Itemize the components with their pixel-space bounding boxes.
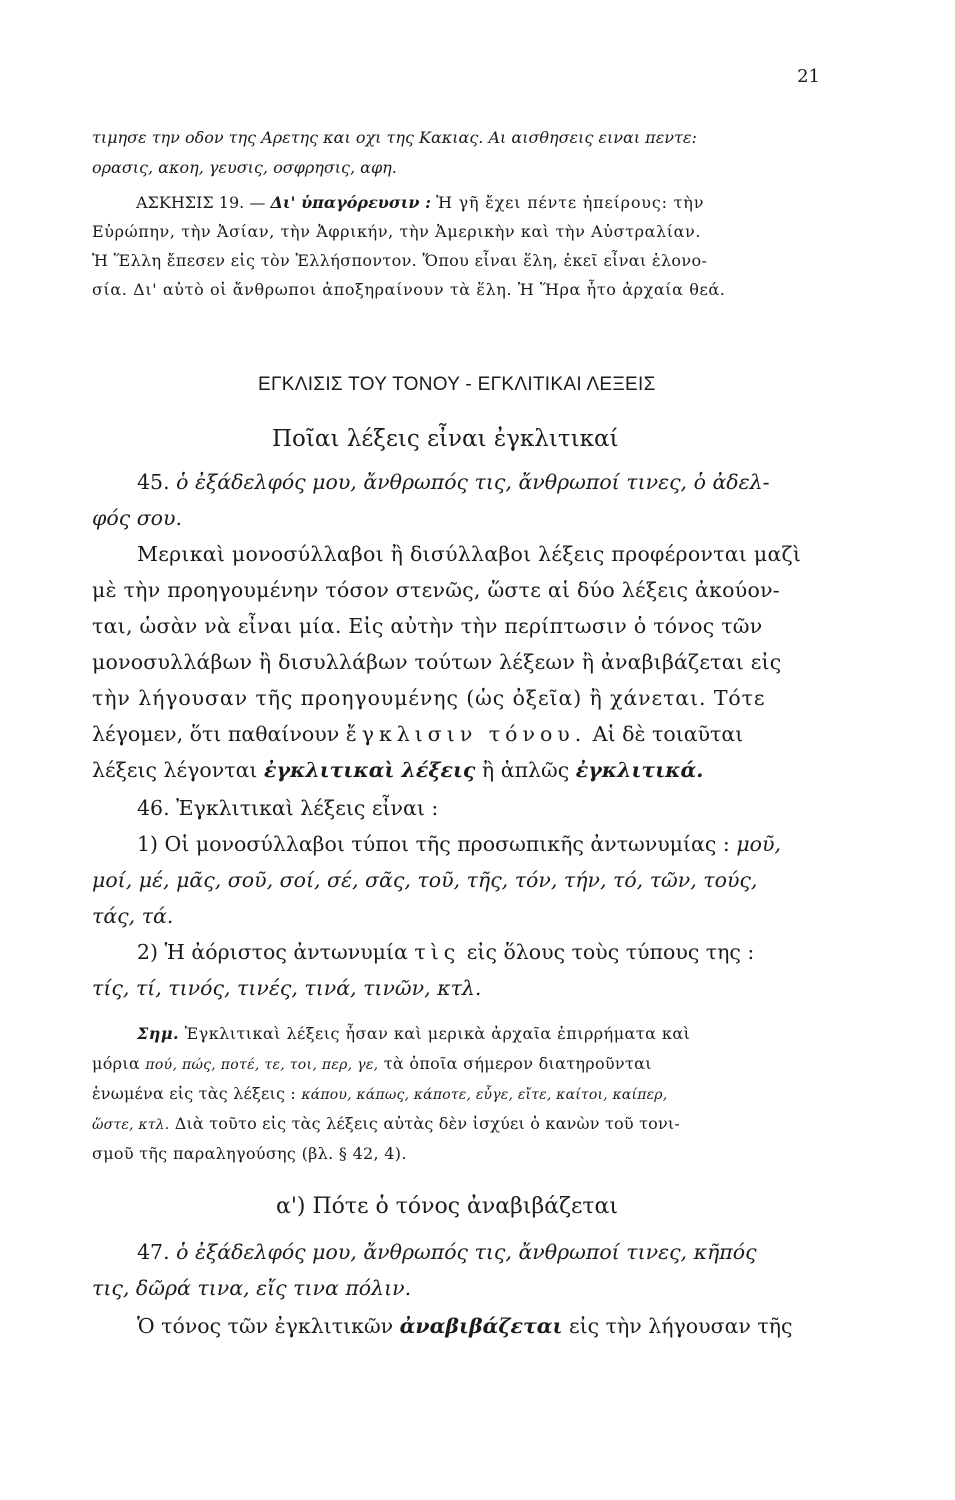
exercise-19-dictation: Δι' ὑπαγόρευσιν : — [270, 193, 432, 212]
exercise-19-text: Ἡ γῆ ἔχει πέντε ἠπείρους: τὴν — [436, 193, 705, 212]
note-line-2-start: μόρια — [92, 1054, 141, 1073]
paragraph-46-heading: 46. Ἐγκλιτικαὶ λέξεις εἶναι : — [137, 796, 439, 820]
para-spaced-term: ἔγκλισιν τόνου. — [345, 722, 587, 746]
note-line-1 — [137, 1024, 690, 1043]
paragraph-47-line-1 — [137, 1240, 757, 1264]
paragraph-47-line-3 — [137, 1314, 793, 1338]
note-line-3 — [92, 1084, 667, 1103]
paragraph-47-term: ἀναβιβάζεται — [399, 1314, 563, 1338]
note-label: Σημ. — [137, 1024, 180, 1043]
paragraph-46-item-1-line-2: μοί, μέ, μᾶς, σοῦ, σοί, σέ, σᾶς, τοῦ, τῆς, τόν, τήν, τό, τῶν, τούς, — [92, 868, 758, 892]
paragraph-47-text-end: εἰς τὴν λήγουσαν τῆς — [568, 1314, 793, 1338]
subtitle-enclitics: Ποῖαι λέξεις εἶναι ἐγκλιτικαί — [272, 426, 619, 452]
top-line-2: ορασις, ακοη, γευσις, οσφρησις, αφη. — [92, 158, 397, 177]
item-2-text-end: εἰς ὅλους τοὺς τύπους της : — [466, 940, 755, 964]
para-line-4: μονοσυλλάβων ἢ δισυλλάβων τούτων λέξεων ἢ ἀναβιβάζεται εἰς — [92, 650, 782, 674]
paragraph-45-number: 45. — [137, 470, 170, 494]
para-line-7-text: λέξεις λέγονται — [92, 758, 258, 782]
item-1-text: 1) Οἱ μονοσύλλαβοι τύποι τῆς προσωπικῆς ἀντωνυμίας : — [137, 832, 730, 856]
para-line-6-text: λέγομεν, ὅτι παθαίνουν — [92, 722, 340, 746]
paragraph-45-line-1 — [137, 470, 770, 494]
item-1-first-form: μοῦ, — [736, 832, 781, 856]
note-compounds: κάπου, κάπως, κάποτε, εὖγε, εἴτε, καίτοι, καίπερ, — [301, 1087, 668, 1103]
para-line-7-or: ἢ ἁπλῶς — [481, 758, 570, 782]
note-line-5: σμοῦ τῆς παραληγούσης (βλ. § 42, 4). — [92, 1144, 407, 1163]
note-particles: πού, πώς, ποτέ, τε, τοι, περ, γε, — [145, 1057, 379, 1073]
paragraph-45-line-2: φός σου. — [92, 506, 183, 530]
exercise-19-line-2: Εὐρώπην, τὴν Ἀσίαν, τὴν Ἀφρικήν, τὴν Ἀμερικὴν καὶ τὴν Αὐστραλίαν. — [92, 222, 702, 241]
para-line-6 — [92, 722, 743, 746]
paragraph-47-line-2 — [92, 1276, 411, 1300]
item-2-spaced-term: τὶς — [414, 940, 461, 964]
para-term-enclitic-words: ἐγκλιτικαὶ λέξεις — [263, 758, 476, 782]
section-title: ΕΓΚΛΙΣΙΣ ΤΟΥ ΤΟΝΟΥ - ΕΓΚΛΙΤΙΚΑΙ ΛΕΞΕΙΣ — [258, 374, 656, 395]
para-line-2: μὲ τὴν προηγουμένην τόσον στενῶς, ὥστε αἱ δύο λέξεις ἀκούον- — [92, 578, 780, 602]
note-line-2-end: τὰ ὁποῖα σήμερον διατηροῦνται — [383, 1054, 652, 1073]
note-line-4-start: ὥστε, κτλ. — [92, 1117, 170, 1133]
exercise-19-line-1 — [136, 193, 704, 212]
paragraph-45-example: ὁ ἐξάδελφός μου, ἄνθρωπός τις, ἄνθρωποί τινες, ὁ ἀδελ- — [176, 470, 770, 494]
paragraph-47-text: Ὁ τόνος τῶν ἐγκλιτικῶν — [137, 1314, 394, 1338]
subtitle-accent-raised — [276, 1194, 618, 1219]
exercise-19-label: ΑΣΚΗΣΙΣ 19. — — [136, 193, 266, 212]
exercise-19-line-4: σία. Δι' αὐτὸ οἱ ἄνθρωποι ἀποξηραίνουν τὰ ἕλη. Ἡ Ἥρα ἦτο ἀρχαία θεά. — [92, 280, 726, 299]
note-line-2 — [92, 1054, 652, 1073]
paragraph-47-example-end: τις, δῶρά τινα, εἴς τινα πόλιν. — [92, 1276, 412, 1300]
item-2-text: 2) Ἡ ἀόριστος ἀντωνυμία — [137, 940, 408, 964]
top-line-1: τιμησε την οδον της Αρετης και οχι της Κακιας. Αι αισθησεις ειναι πεντε: — [92, 128, 697, 147]
para-term-enclitics: ἐγκλιτικά. — [575, 758, 704, 782]
note-line-3-start: ἑνωμένα εἰς τὰς λέξεις : — [92, 1084, 297, 1103]
exercise-19-line-3: Ἡ Ἕλλη ἔπεσεν εἰς τὸν Ἑλλήσποντον. Ὅπου εἶναι ἕλη, ἐκεῖ εἶναι ἑλονο- — [92, 251, 708, 270]
para-line-6-end: Αἱ δὲ τοιαῦται — [592, 722, 744, 746]
para-line-3: ται, ὡσὰν νὰ εἶναι μία. Εἰς αὐτὴν τὴν περίπτωσιν ὁ τόνος τῶν — [92, 614, 763, 638]
paragraph-46-item-2-line-2: τίς, τί, τινός, τινές, τινά, τινῶν, κτλ. — [92, 976, 482, 1000]
para-line-1: Μερικαὶ μονοσύλλαβοι ἢ δισύλλαβοι λέξεις προφέρονται μαζὶ — [137, 542, 802, 566]
paragraph-46-item-2 — [137, 940, 754, 964]
paragraph-46-item-1 — [137, 832, 781, 856]
note-line-4-text: Διὰ τοῦτο εἰς τὰς λέξεις αὐτὰς δὲν ἰσχύει ὁ κανὼν τοῦ τονι- — [174, 1114, 680, 1133]
note-text: Ἐγκλιτικαὶ λέξεις ἦσαν καὶ μερικὰ ἀρχαῖα ἐπιρρήματα καὶ — [184, 1024, 691, 1043]
para-line-5: τὴν λήγουσαν τῆς προηγουμένης (ὡς ὀξεῖα) ἢ χάνεται. Τότε — [92, 686, 766, 710]
subtitle-accent-raised-text: α') Πότε ὁ τόνος ἀναβιβάζεται — [276, 1194, 619, 1219]
paragraph-47-example: ὁ ἐξάδελφός μου, ἄνθρωπός τις, ἄνθρωποί τινες, κῆπός — [176, 1240, 757, 1264]
note-line-4 — [92, 1114, 680, 1133]
paragraph-46-item-1-line-3: τάς, τά. — [92, 904, 174, 928]
paragraph-47-number: 47. — [137, 1240, 170, 1264]
page-number: 21 — [797, 66, 820, 87]
para-line-7 — [92, 758, 703, 782]
